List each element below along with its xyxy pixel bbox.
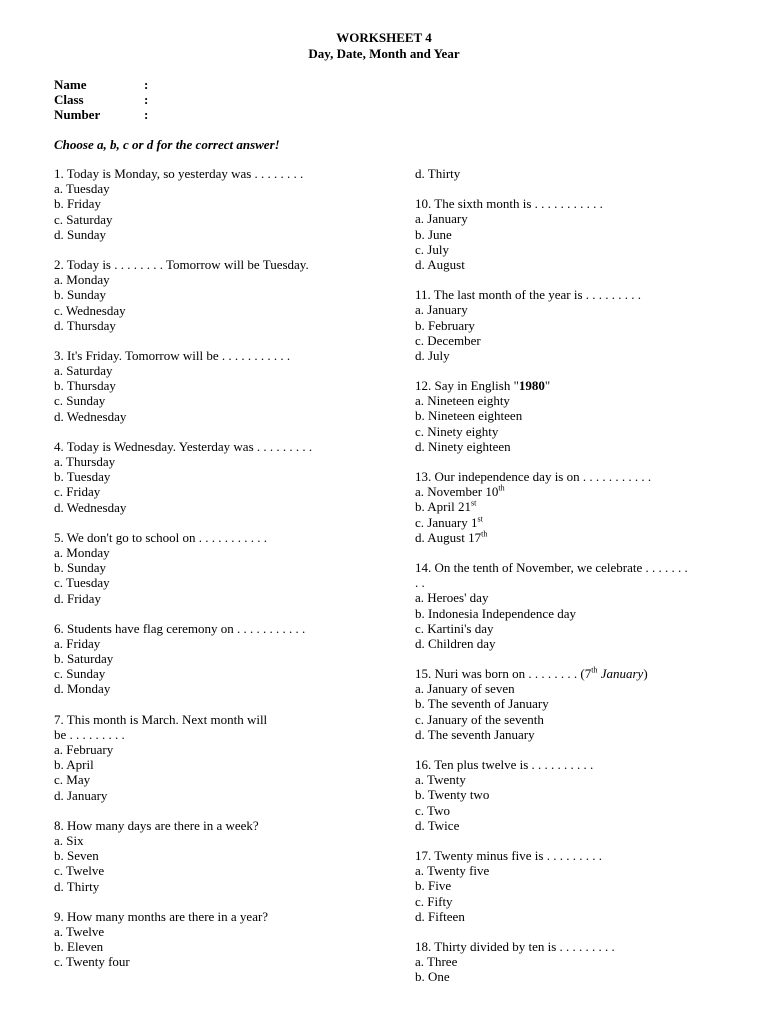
question-16 xyxy=(415,757,735,833)
option-c: c. Two xyxy=(415,802,450,818)
instruction: Choose a, b, c or d for the correct answer! xyxy=(54,137,280,152)
class-label: Class xyxy=(54,92,84,107)
option-c: c. Kartini's day xyxy=(415,620,494,636)
option-b: b. Indonesia Independence day xyxy=(415,605,576,621)
option-a: a. Saturday xyxy=(54,363,113,379)
question-4 xyxy=(54,439,344,515)
question-6 xyxy=(54,621,344,697)
question-text: 7. This month is March. Next month will xyxy=(54,711,268,727)
option-b: b. Eleven xyxy=(54,939,104,955)
question-18 xyxy=(415,939,735,985)
question-text xyxy=(415,666,735,681)
option-c: c. July xyxy=(415,241,449,257)
option-c: c. Friday xyxy=(54,484,101,500)
option-b: b. Five xyxy=(415,878,452,894)
question-9-continued xyxy=(415,166,735,181)
option-a: a. Three xyxy=(415,954,458,970)
option-c: c. Wednesday xyxy=(54,302,126,318)
student-info xyxy=(54,77,148,122)
question-text: 2. Today is . . . . . . . . Tomorrow will be Tuesday. xyxy=(54,256,309,272)
option-c: c. Sunday xyxy=(54,393,106,409)
option-d: d. August xyxy=(415,256,465,272)
question-text: 13. Our independence day is on . . . . . . . . . . . xyxy=(415,469,652,484)
name-colon: : xyxy=(144,77,149,92)
option-a: a. Tuesday xyxy=(54,181,110,197)
option-d: d. Children day xyxy=(415,635,496,651)
option-d xyxy=(415,530,735,545)
option-a: a. Twenty xyxy=(415,772,466,788)
option-c-text: c. January 1 xyxy=(415,514,478,530)
option-d: d. Thirty xyxy=(54,878,100,894)
option-c: c. Ninety eighty xyxy=(415,423,499,439)
number-row xyxy=(54,107,148,122)
option-a: a. January of seven xyxy=(415,681,515,697)
option-d: d. Sunday xyxy=(54,226,106,242)
question-text: 18. Thirty divided by ten is . . . . . . . . . xyxy=(415,938,615,954)
option-a: a. Monday xyxy=(54,544,110,560)
option-b: b. Nineteen eighteen xyxy=(415,408,523,424)
option-c: c. Twenty four xyxy=(54,954,130,970)
name-label: Name xyxy=(54,77,87,92)
option-d: d. Twice xyxy=(415,817,460,833)
option-a: a. Nineteen eighty xyxy=(415,393,510,409)
question-text: 6. Students have flag ceremony on . . . . . . . . . . . xyxy=(54,620,306,636)
question-text: 10. The sixth month is . . . . . . . . . . . xyxy=(415,196,603,212)
question-text: 11. The last month of the year is . . . . . . . . . xyxy=(415,287,642,303)
question-text: 14. On the tenth of November, we celebrate . . . . . . . xyxy=(415,559,688,575)
date-day: 7 xyxy=(584,666,592,682)
option-b: b. Thursday xyxy=(54,378,116,394)
option-d: d. Thirty xyxy=(415,166,461,181)
date-month: January xyxy=(597,666,644,682)
question-text xyxy=(415,378,735,393)
option-d: d. Thursday xyxy=(54,317,116,333)
question-17 xyxy=(415,848,735,924)
question-5 xyxy=(54,530,344,606)
option-b-text: b. April 21 xyxy=(415,499,471,515)
question-text: 5. We don't go to school on . . . . . . . . . . . xyxy=(54,529,268,545)
question-text-cont: be . . . . . . . . . xyxy=(54,726,125,742)
question-7 xyxy=(54,712,344,803)
question-9 xyxy=(54,909,344,970)
option-c: c. May xyxy=(54,772,91,788)
question-text: 9. How many months are there in a year? xyxy=(54,908,269,924)
question-text: 1. Today is Monday, so yesterday was . . . . . . . . xyxy=(54,166,304,181)
option-a: a. January xyxy=(415,211,468,227)
question-text-prefix: 12. Say in English " xyxy=(415,378,519,394)
option-d: d. Monday xyxy=(54,681,111,697)
class-row xyxy=(54,92,148,107)
option-a: a. Heroes' day xyxy=(415,590,489,606)
option-c: c. Fifty xyxy=(415,893,453,909)
option-b: b. Saturday xyxy=(54,651,114,667)
option-d: d. Wednesday xyxy=(54,499,127,515)
option-c-suffix: st xyxy=(477,514,483,524)
number-colon: : xyxy=(144,107,149,122)
option-d: d. Friday xyxy=(54,590,101,606)
question-text: 3. It's Friday. Tomorrow will be . . . . . . . . . . . xyxy=(54,347,291,363)
question-8 xyxy=(54,818,344,894)
question-11 xyxy=(415,287,735,363)
option-c: c. Tuesday xyxy=(54,575,110,591)
question-text-suffix: " xyxy=(544,378,551,394)
option-b: b. Seven xyxy=(54,848,99,864)
date-day-suffix: th xyxy=(591,665,598,675)
option-b: b. Sunday xyxy=(54,560,106,576)
option-d-text: d. August 17 xyxy=(415,529,482,545)
option-a xyxy=(415,484,735,499)
number-label: Number xyxy=(54,107,101,122)
question-3 xyxy=(54,348,344,424)
option-d: d. January xyxy=(54,787,108,803)
question-12 xyxy=(415,378,735,454)
option-b-suffix: st xyxy=(470,499,477,509)
option-a: a. February xyxy=(54,742,114,757)
option-d: d. Fifteen xyxy=(415,908,465,924)
option-c: c. Saturday xyxy=(54,211,113,227)
question-14 xyxy=(415,560,735,651)
right-column xyxy=(415,166,735,999)
option-c: c. January of the seventh xyxy=(415,711,544,727)
option-c: c. Twelve xyxy=(54,863,105,879)
question-text-cont: . . xyxy=(415,575,425,591)
option-c: c. Sunday xyxy=(54,666,106,682)
question-15 xyxy=(415,666,735,742)
name-row xyxy=(54,77,148,92)
option-b: b. Friday xyxy=(54,196,101,212)
option-a-text: a. November 10 xyxy=(415,484,499,500)
option-b: b. February xyxy=(415,317,475,333)
option-b: b. Twenty two xyxy=(415,787,490,803)
question-10 xyxy=(415,196,735,272)
option-d: d. The seventh January xyxy=(415,726,535,742)
question-text: 8. How many days are there in a week? xyxy=(54,817,259,833)
option-a: a. Twenty five xyxy=(415,863,490,879)
year-value: 1980 xyxy=(518,378,545,394)
question-text-suffix: ) xyxy=(643,666,648,682)
option-d-suffix: th xyxy=(481,529,488,539)
option-b: b. Tuesday xyxy=(54,469,111,485)
question-text: 16. Ten plus twelve is . . . . . . . . . . xyxy=(415,757,594,772)
option-a: a. Thursday xyxy=(54,454,116,469)
left-column xyxy=(54,166,344,984)
question-13 xyxy=(415,469,735,545)
option-a: a. Monday xyxy=(54,272,110,288)
question-text-prefix: 15. Nuri was born on . . . . . . . . ( xyxy=(415,666,585,682)
option-a: a. Twelve xyxy=(54,923,105,939)
option-b: b. One xyxy=(415,969,450,985)
option-c xyxy=(415,515,735,530)
worksheet-subtitle: Day, Date, Month and Year xyxy=(308,46,460,61)
question-text: 17. Twenty minus five is . . . . . . . . . xyxy=(415,847,602,863)
question-2 xyxy=(54,257,344,333)
option-b: b. April xyxy=(54,757,94,773)
question-text: 4. Today is Wednesday. Yesterday was . . . . . . . . . xyxy=(54,438,313,454)
option-b: b. The seventh of January xyxy=(415,696,549,712)
option-a-suffix: th xyxy=(498,483,505,493)
question-1 xyxy=(54,166,344,242)
option-a: a. January xyxy=(415,302,468,318)
option-d: d. Wednesday xyxy=(54,408,127,424)
option-b: b. Sunday xyxy=(54,287,106,303)
option-b: b. June xyxy=(415,226,452,242)
option-b xyxy=(415,499,735,514)
class-colon: : xyxy=(144,92,149,107)
option-d: d. July xyxy=(415,347,450,363)
option-a: a. Six xyxy=(54,832,84,848)
worksheet-title: WORKSHEET 4 xyxy=(336,30,432,45)
option-a: a. Friday xyxy=(54,635,101,651)
option-d: d. Ninety eighteen xyxy=(415,438,511,454)
option-c: c. December xyxy=(415,332,481,348)
